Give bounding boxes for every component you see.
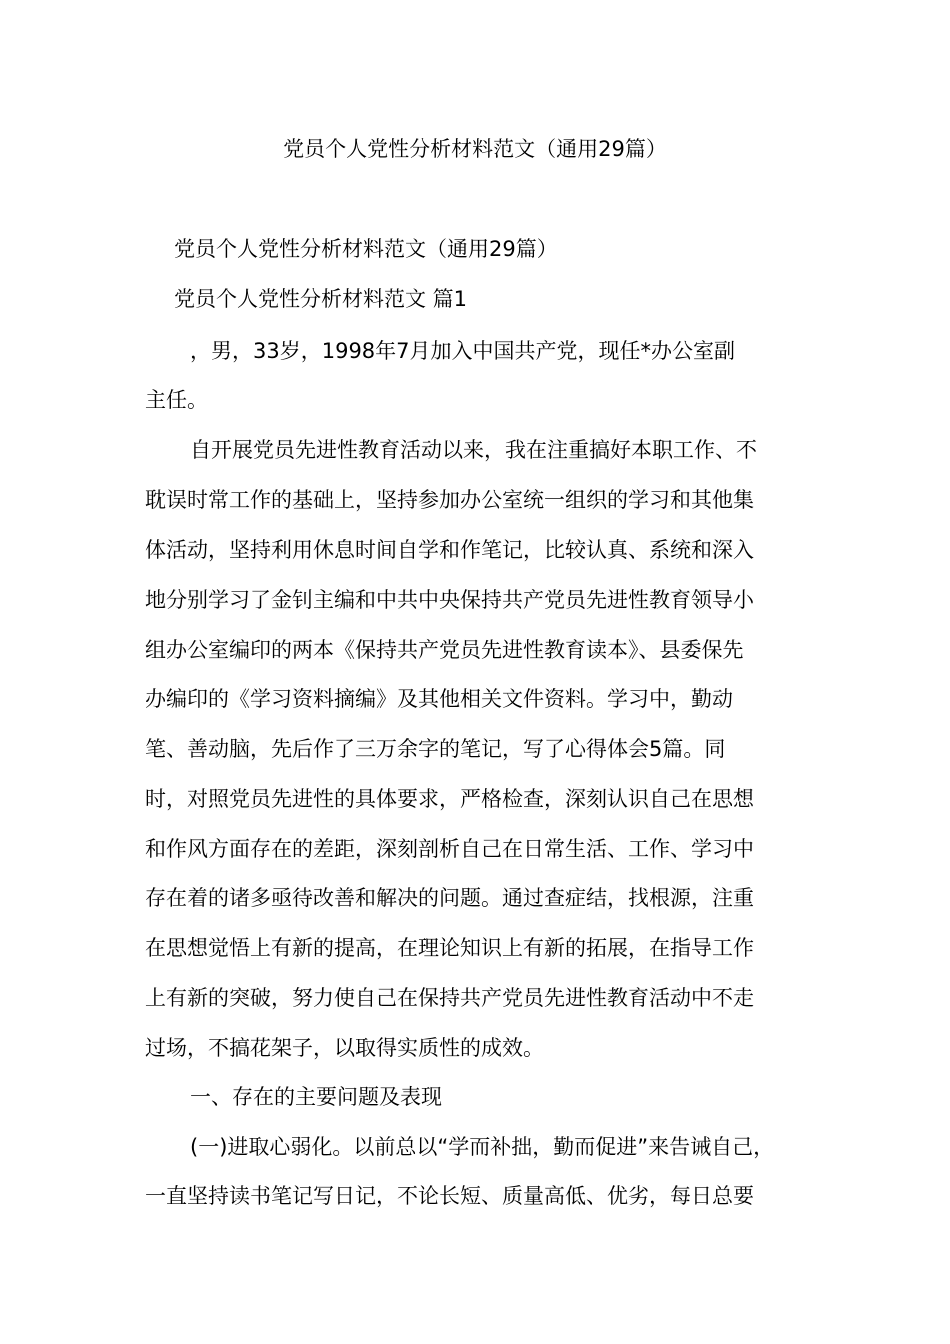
paragraph-2-line-9: 和作风方面存在的差距，深刻剖析自己在日常生活、工作、学习中	[145, 837, 754, 861]
paragraph-3-line-1: (一)进取心弱化。以前总以“学而补拙，勤而促进”来告诫自己，	[190, 1135, 775, 1159]
section-heading: 党员个人党性分析材料范文 篇1	[174, 287, 468, 311]
paragraph-3-line-2: 一直坚持读书笔记写日记，不论长短、质量高低、优劣，每日总要	[145, 1184, 754, 1208]
paragraph-2-line-3: 体活动，坚持利用休息时间自学和作笔记，比较认真、系统和深入	[145, 538, 754, 562]
document-title: 党员个人党性分析材料范文（通用29篇）	[283, 137, 667, 161]
paragraph-1-line-2: 主任。	[145, 388, 208, 412]
heading-one: 一、存在的主要问题及表现	[190, 1085, 442, 1109]
paragraph-2-line-2: 耽误时常工作的基础上，坚持参加办公室统一组织的学习和其他集	[145, 488, 754, 512]
paragraph-1-line-1: ，男，33岁，1998年7月加入中国共产党，现任*办公室副	[190, 339, 736, 363]
paragraph-2-line-13: 过场，不搞花架子，以取得实质性的成效。	[145, 1036, 544, 1060]
paragraph-2-line-4: 地分别学习了金钊主编和中共中央保持共产党员先进性教育领导小	[145, 588, 754, 612]
paragraph-2-line-1: 自开展党员先进性教育活动以来，我在注重搞好本职工作、不	[190, 438, 757, 462]
paragraph-2-line-5: 组办公室编印的两本《保持共产党员先进性教育读本》、县委保先	[145, 638, 744, 662]
paragraph-2-line-8: 时，对照党员先进性的具体要求，严格检查，深刻认识自己在思想	[145, 787, 754, 811]
document-subtitle: 党员个人党性分析材料范文（通用29篇）	[174, 237, 558, 261]
paragraph-2-line-7: 笔、善动脑，先后作了三万余字的笔记，写了心得体会5篇。同	[145, 737, 726, 761]
paragraph-2-line-11: 在思想觉悟上有新的提高，在理论知识上有新的拓展，在指导工作	[145, 936, 754, 960]
paragraph-2-line-10: 存在着的诸多亟待改善和解决的问题。通过查症结，找根源，注重	[145, 886, 754, 910]
paragraph-2-line-12: 上有新的突破，努力使自己在保持共产党员先进性教育活动中不走	[145, 986, 754, 1010]
paragraph-2-line-6: 办编印的《学习资料摘编》及其他相关文件资料。学习中，勤动	[145, 687, 733, 711]
